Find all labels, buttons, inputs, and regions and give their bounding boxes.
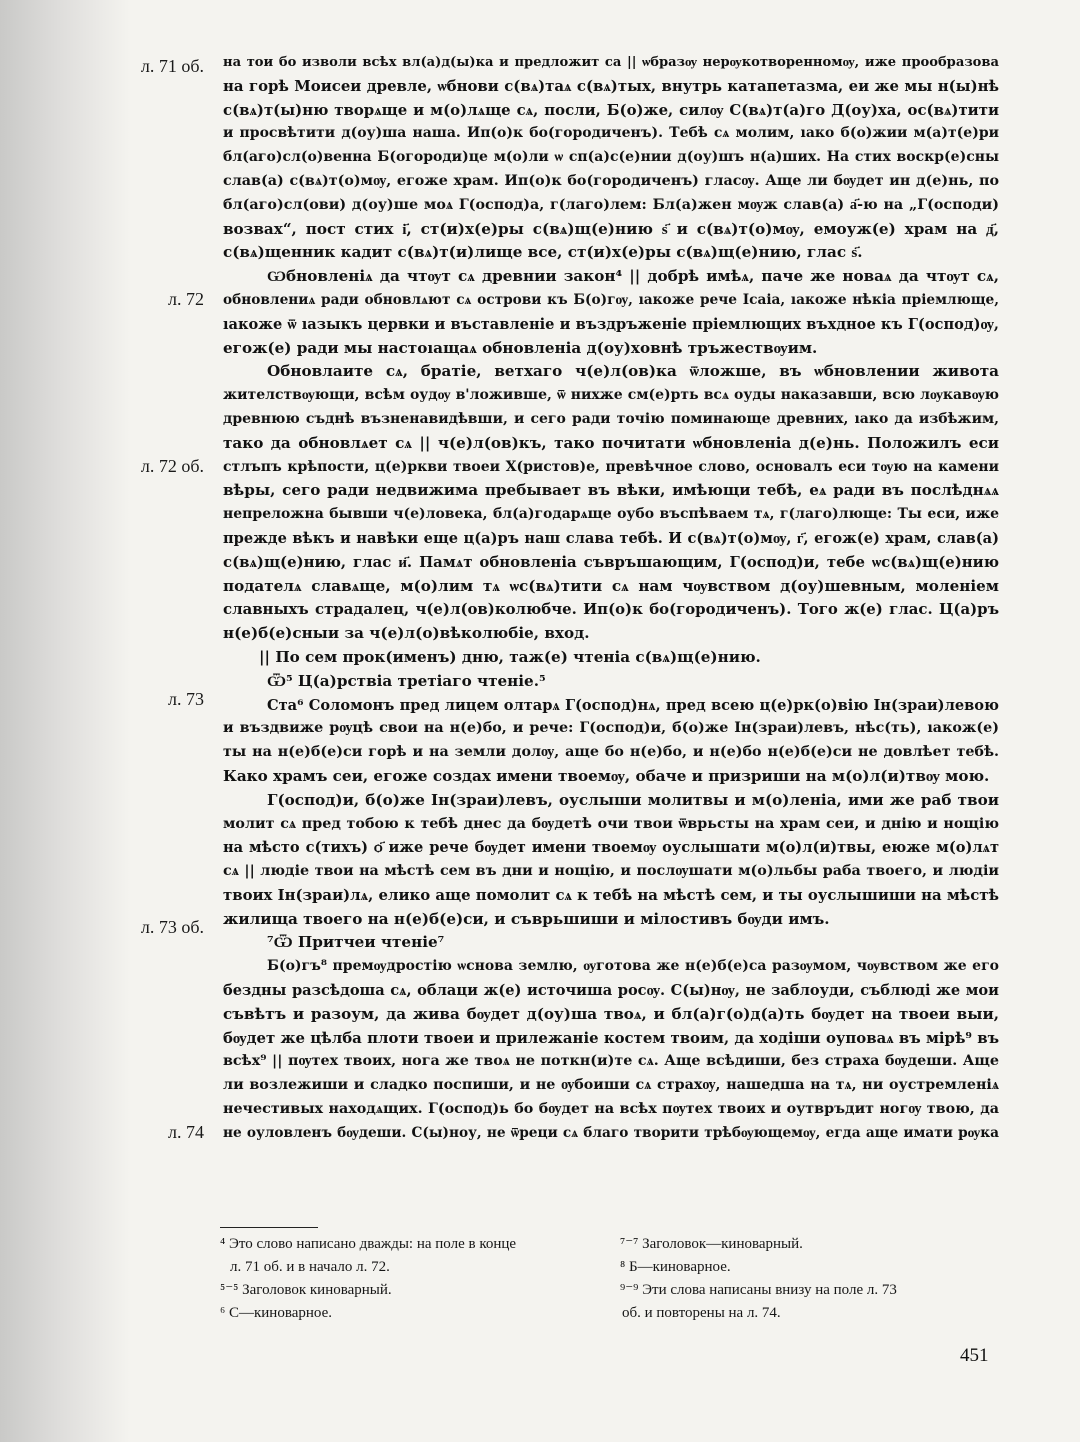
- text-line: || По сем прок(именъ) дню, таж(е) чтеніа с(вѧ)щ(е)нию.: [259, 647, 761, 666]
- text-line: Обновлаите сѧ, братіе, ветхаго ч(е)л(ов)ка ѿложше, въ ѡбновлении живота: [267, 362, 999, 381]
- text-line: жилища твоего на н(е)б(е)си, и съврьшиши и мілостивъ бѹди имъ.: [223, 909, 830, 928]
- text-line: прежде вѣкъ и навѣки еще ц(а)ръ наш слава тебѣ. И с(вѧ)т(о)мѹ, г҃, егож(е) храм, слав(а): [223, 529, 999, 547]
- text-line: подателѧ славѧще, м(о)лим тѧ ѡс(вѧ)тити сѧ нам чѹвством д(оу)шевным, моленіем: [223, 576, 999, 595]
- section-heading: Ѿ⁵ Ц(а)рствіа третіаго чтеніе.⁵: [267, 671, 546, 690]
- section-heading: ⁷Ѿ Притчеи чтеніе⁷: [267, 933, 445, 952]
- footnotes-left: [220, 1233, 600, 1325]
- folio-label: л. 72 об.: [140, 456, 204, 476]
- text-line: вѣры, сего ради недвижима пребывает въ вѣки, имѣющи тебѣ, еѧ ради въ послѣднѧѧ: [223, 481, 999, 500]
- text-line: с(вѧ)щ(е)нию, глас и҃. Памѧт обновленіа съвръшающим, Г(оспод)и, тебе ѡс(вѧ)щ(е)нию: [223, 552, 999, 571]
- text-line: молит сѧ пред тобою к тебѣ днес да бѹдетѣ очи твои ѿврьсты на храм сеи, и днію и нощію: [223, 815, 999, 832]
- text-line: егож(е) ради мы настоıащаѧ обновленіа д(оу)ховнѣ тръжествѹим.: [223, 338, 818, 357]
- text-line: ли возлежиши и сладко поспиши, и не ѹбоиши сѧ страхѹ, нашедша на тѧ, ни оустремленіѧ: [223, 1077, 999, 1094]
- footnote: ⁵⁻⁵ Заголовок киноварный.: [220, 1282, 392, 1298]
- text-line: всѣх⁹ || пѹтех твоих, нога же твоѧ не поткн(и)те сѧ. Аще всѣдиши, без страха бѹдеши. Аще: [223, 1053, 999, 1070]
- text-line: на мѣсто с(тихъ) ѻ҃ иже рече бѹдет имени твоемѹ оуслышати м(о)л(и)твы, еюже м(о)лѧт: [223, 839, 999, 857]
- folio-label: л. 71 об.: [140, 56, 204, 76]
- text-line: с(вѧ)щенник кадит с(вѧ)т(и)лище все, ст(и)х(е)ры с(вѧ)щ(е)нию, глас ѕ҃.: [223, 243, 863, 262]
- text-line: стлъпъ крѣпости, ц(е)ркви твоеи Х(ристов)е, превѣчное слово, основалъ еси тѹю на камени: [223, 458, 999, 475]
- text-line: славныхъ страдалец, ч(е)л(ов)колюбче. Ип(о)к бо(городиченъ). Того ж(е) глас. Ц(а)ръ: [223, 600, 999, 619]
- text-line: возвах“, пост стих і҃, ст(и)х(е)ры с(вѧ)щ(е)нию ѕ҃ и с(вѧ)т(о)мѹ, емоуж(е) храм на д҃,: [223, 219, 999, 238]
- text-line: тако да обновлѧет сѧ || ч(е)л(ов)къ, тако почитати ѡбновленіа д(е)нь. Положилъ еси: [223, 433, 999, 452]
- text-line: не оуловленъ бѹдеши. С(ы)ноу, не ѿреци сѧ благо творити трѣбѹющемѹ, егда аще имати рѹка: [223, 1124, 999, 1141]
- footnote: об. и повторены на л. 74.: [622, 1305, 781, 1321]
- text-line: на горѣ Моисеи древле, ѡбнови с(вѧ)таѧ с(вѧ)тых, внутрь катапетазма, еи же мы н(ы)нѣ: [223, 76, 999, 95]
- text-line: твоих Ін(зраи)лѧ, елико аще помолит сѧ к тебѣ на мѣстѣ сем, и ты оуслышиши на мѣстѣ: [223, 885, 999, 904]
- page-number: 451: [960, 1345, 989, 1366]
- text-line: обновлениѧ ради обновлѧют сѧ острови къ Б(о)гѹ, ıакоже рече Ісаіа, ıакоже нѣкіа пріемлюще,: [223, 291, 999, 308]
- text-line: слав(а) с(вѧ)т(о)мѹ, егоже храм. Ип(о)к бо(городиченъ) гласѹ. Аще ли бѹдет ин д(е)нь, по: [223, 172, 999, 189]
- text-line: Г(оспод)и, б(о)же Ін(зраи)левъ, оуслыши молитвы и м(о)леніа, ими же раб твои: [267, 790, 999, 809]
- folio-label: л. 73: [168, 689, 204, 709]
- footnote: ⁸ Б—киноварное.: [620, 1259, 731, 1275]
- text-line: древнюю съднѣ възненавидѣвши, и сего ради точію поминающе древних, ıако да избѣжим,: [223, 410, 999, 427]
- footnote-separator: [220, 1227, 318, 1228]
- text-line: с(вѧ)т(ы)ню творѧще и м(о)лѧще сѧ, посли, Б(о)же, силѹ С(вѧ)т(а)го Д(оу)ха, ос(вѧ)тити: [223, 100, 999, 119]
- text-line: на тои бо изволи всѣх вл(а)д(ы)ка и предложит са || ѡбразѹ нерѹкотворенномѹ, иже прообразова: [223, 55, 999, 70]
- text-line: жителствѹющи, всѣм оудѹ в'ложивше, ѿ нихже см(е)рть всѧ оуды наказавши, всю лѹкавѹю: [223, 387, 999, 404]
- page-gutter-shadow: [0, 0, 130, 1442]
- footnote: ⁶ С—киноварное.: [220, 1305, 332, 1321]
- footnote: ⁷⁻⁷ Заголовок—киноварный.: [620, 1236, 803, 1252]
- folio-label: л. 73 об.: [140, 917, 204, 937]
- text-line: нечестивых находѧщих. Г(оспод)ь бо бѹдет на всѣх пѹтех твоих и оутвръдит ногѹ твою, да: [223, 1101, 999, 1118]
- text-line: съвѣтъ и разоум, да жива бѹдет д(оу)ша твоѧ, и бл(а)г(о)д(а)ть бѹдет на твоеи выи,: [223, 1004, 999, 1023]
- footnote: л. 71 об. и в начало л. 72.: [230, 1259, 390, 1275]
- footnote: ⁹⁻⁹ Эти слова написаны внизу на поле л. 73: [620, 1282, 897, 1298]
- folio-label: л. 72: [168, 289, 204, 309]
- footnote: ⁴ Это слово написано дважды: на поле в конце: [220, 1236, 517, 1252]
- text-line: бездны разсѣдоша сѧ, облаци ж(е) источиша росѹ. С(ы)нѹ, не заблоуди, съблюді же мои: [223, 982, 999, 1000]
- text-line: ты на н(е)б(е)си горѣ и на земли долѹ, аще бо н(е)бо, и н(е)бо н(е)б(е)си не довлѣет тебѣ.: [223, 744, 999, 761]
- main-text: [223, 51, 999, 1146]
- text-line: бл(аго)сл(о)венна Б(огороди)це м(о)ли ѡ сп(а)с(е)нии д(оу)шъ н(а)ших. На стих воскр(е)сны: [223, 149, 999, 166]
- text-line: бл(аго)сл(ови) д(оу)ше моѧ Г(оспод)а, г(лаго)лем: Бл(а)жен мѹж слав(а) а҃-ю на „Г(осподи): [223, 196, 999, 213]
- text-line: непреложна бывши ч(е)ловека, бл(а)годарѧще оубо въспѣваем тѧ, г(лаго)люще: Ты еси, иже: [223, 506, 999, 523]
- text-line: бѹдет же цѣлба плоти твоеи и прилежаніе костем твоим, да ходіши оуповаѧ въ мірѣ⁹ въ: [223, 1028, 999, 1047]
- text-line: Б(о)гъ⁸ премѹдростію ѡснова землю, ѹготова же н(е)б(е)са разѹмом, чѹвством же его: [267, 958, 999, 975]
- text-line: ıакоже ѿ ıазыкъ цервки и въставленіе и въздръженіе пріемлющих въхдное къ Г(оспод)ѹ,: [223, 315, 999, 333]
- folio-label: л. 74: [168, 1122, 204, 1142]
- footnotes-right: [620, 1233, 1005, 1325]
- text-line: Ѡбновленіѧ да чтѹт сѧ древнии закон⁴ || добрѣ имѣѧ, паче же новаѧ да чтѹт сѧ,: [267, 267, 999, 286]
- text-line: Како храмъ сеи, егоже создах имени твоемѹ, обаче и призриши на м(о)л(и)твѹ мою.: [223, 766, 990, 785]
- text-line: н(е)б(е)сныи за ч(е)л(о)вѣколюбіе, вход.: [223, 624, 590, 643]
- text-line: и въздвиже рѹцѣ свои на н(е)бо, и рече: Г(оспод)и, б(о)же Ін(зраи)левъ, нѣс(ть), ıакож(е): [223, 720, 999, 737]
- text-line: и просвѣтити д(оу)ша наша. Ип(о)к бо(городиченъ). Тебѣ сѧ молим, ıако б(о)жии м(а)т(е)ри: [223, 125, 999, 142]
- text-line: Ста⁶ Соломонъ пред лицем олтарѧ Г(оспод)нѧ, пред всею ц(е)рк(о)вію Ін(зраи)левою: [267, 696, 999, 714]
- text-line: сѧ || людіе твои на мѣстѣ сем въ дни и нощію, и послѹшати м(о)льбы раба твоего, и людіи: [223, 863, 999, 880]
